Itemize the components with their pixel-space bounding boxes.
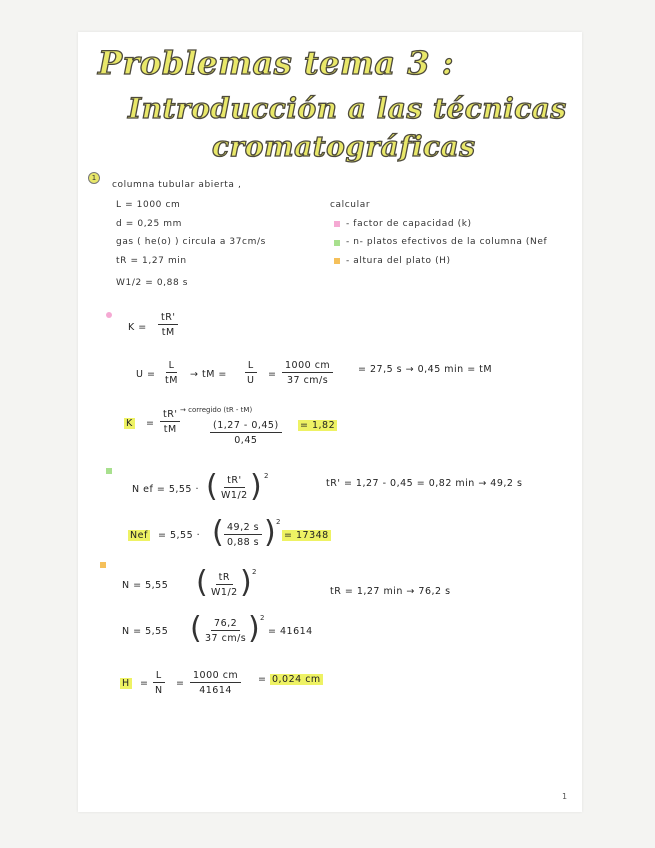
eq-h-eq2: = <box>176 678 185 689</box>
eq-u-f3-den: 37 cm/s <box>286 375 329 386</box>
eq-nef-calc-den: 0,88 s <box>227 537 260 548</box>
calcular-heading: calcular <box>330 200 371 210</box>
eq-h-num: L <box>153 670 165 683</box>
data-line-3: gas ( he(o) ) circula a 37cm/s <box>116 237 266 247</box>
green-marker <box>334 240 340 246</box>
eq-nef-def-side: tR' = 1,27 - 0,45 = 0,82 min → 49,2 s <box>326 478 523 489</box>
data-line-1: L = 1000 cm <box>116 200 181 210</box>
eq-n-calc-paren-open: ( <box>190 611 202 646</box>
orange-marker <box>334 258 340 264</box>
eq-nef-def-exp: 2 <box>264 472 269 480</box>
eq-u-f3-num: 1000 cm <box>282 360 333 373</box>
data-line-4: tR = 1,27 min <box>116 256 187 266</box>
eq-h-f2-num: 1000 cm <box>190 670 241 683</box>
eq-k-calc-result <box>298 420 337 431</box>
eq-k-calc-f2-num: (1,27 - 0,45) <box>210 420 282 433</box>
eq-nef-calc-fraction <box>224 522 262 548</box>
calcular-item-3: - altura del plato (H) <box>346 256 451 266</box>
eq-k-calc-f1 <box>160 409 180 435</box>
eq-nef-calc-result-value: = 17348 <box>284 530 329 541</box>
eq-k-calc-eq: = <box>146 418 155 429</box>
eq-k-def-fraction <box>158 312 178 338</box>
eq-n-calc-num: 76,2 <box>211 618 240 631</box>
eq-h-eq: = <box>140 678 149 689</box>
eq-n-def-side: tR = 1,27 min → 76,2 s <box>330 586 451 597</box>
eq-n-calc-exp: 2 <box>260 614 265 622</box>
eq-k-def-lhs: K = <box>128 322 147 333</box>
calcular-item-2: - n- platos efectivos de la columna (Nef <box>346 237 548 247</box>
eq-n-calc-den: 37 cm/s <box>205 633 247 644</box>
eq-nef-calc-mid: = 5,55 · <box>158 530 201 541</box>
eq-nef-calc-exp: 2 <box>276 518 281 526</box>
eq-n-calc-paren-close: ) <box>248 611 260 646</box>
eq-nef-def-paren-open: ( <box>206 469 218 504</box>
eq-n-def-paren-close: ) <box>240 565 252 600</box>
title-line-1: Problemas tema 3 : <box>98 44 454 82</box>
data-line-0: columna tubular abierta , <box>112 180 242 190</box>
data-line-2: d = 0,25 mm <box>116 219 183 229</box>
eq-n-def-num: tR <box>216 572 233 585</box>
eq-n-def-den: W1/2 <box>211 587 238 598</box>
eq-u-f1 <box>162 360 181 386</box>
eq-h-result-value: 0,024 cm <box>271 674 321 685</box>
eq-h-den: N <box>155 685 163 696</box>
eq-k-calc-den: tM <box>163 424 177 435</box>
eq-u-f1-den: tM <box>165 375 178 386</box>
eq-u-arrow: → tM = <box>190 369 227 380</box>
eq-nef-calc-num: 49,2 s <box>224 522 262 535</box>
eq-u-result: = 27,5 s → 0,45 min = tM <box>358 364 493 375</box>
eq-n-calc-result: = 41614 <box>268 626 313 637</box>
eq-n-def-paren-open: ( <box>196 565 208 600</box>
eq-nef-def-den: W1/2 <box>221 490 248 501</box>
section-nef-marker <box>106 468 112 474</box>
eq-h-lhs: H <box>122 678 130 689</box>
eq-n-def-fraction <box>208 572 241 598</box>
eq-nef-def-paren-close: ) <box>250 469 262 504</box>
eq-n-def-lhs: N = 5,55 <box>122 580 169 591</box>
eq-h-f2 <box>190 670 241 696</box>
eq-k-def-num: tR' <box>158 312 178 325</box>
eq-n-calc-lhs: N = 5,55 <box>122 626 169 637</box>
eq-k-calc-lhs: K <box>126 418 133 429</box>
page-mark: 1 <box>562 792 568 801</box>
calcular-item-1: - factor de capacidad (k) <box>346 219 472 229</box>
eq-k-calc-result-value: = 1,82 <box>300 420 336 431</box>
eq-u-f2-num: L <box>245 360 257 373</box>
eq-k-calc-num: tR' <box>160 409 180 422</box>
eq-u-lhs: U = <box>136 369 156 380</box>
eq-u-f2-den: U <box>247 375 255 386</box>
eq-u-f2 <box>244 360 257 386</box>
title-line-3: cromatográficas <box>212 130 476 163</box>
eq-h-f2-den: 41614 <box>199 685 232 696</box>
problem-number-badge: 1 <box>88 172 100 184</box>
eq-u-f3 <box>282 360 333 386</box>
title-line-2: Introducción a las técnicas <box>128 92 567 125</box>
section-k-marker <box>106 312 112 318</box>
eq-nef-def-lhs: N ef = 5,55 · <box>132 484 200 495</box>
eq-k-calc-note: → corregido (tR - tM) <box>180 406 253 414</box>
eq-nef-def-num: tR' <box>224 475 244 488</box>
eq-nef-calc-paren-close: ) <box>264 515 276 550</box>
eq-n-calc-fraction <box>202 618 249 644</box>
eq-nef-calc-paren-open: ( <box>212 515 224 550</box>
eq-u-eq: = <box>268 369 277 380</box>
eq-k-calc-f2 <box>210 420 282 446</box>
eq-n-def-exp: 2 <box>252 568 257 576</box>
eq-u-f1-num: L <box>166 360 178 373</box>
eq-nef-def-fraction <box>218 475 251 501</box>
eq-h-result: = 0,024 cm <box>258 674 321 685</box>
eq-h-f1 <box>152 670 166 696</box>
eq-k-calc-f2-den: 0,45 <box>234 435 258 446</box>
section-h-marker <box>100 562 106 568</box>
eq-nef-calc-lhs: Nef <box>130 530 148 541</box>
data-line-5: W1/2 = 0,88 s <box>116 278 189 288</box>
eq-k-def-den: tM <box>161 327 175 338</box>
pink-marker <box>334 221 340 227</box>
eq-nef-calc-result <box>282 530 331 541</box>
